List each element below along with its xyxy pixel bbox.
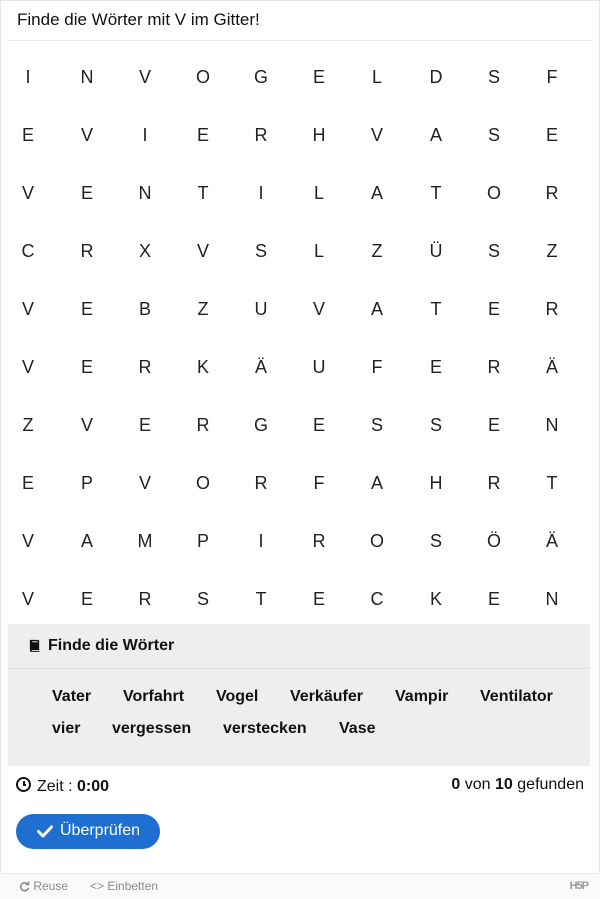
- word-list-item: Ventilator: [480, 688, 553, 705]
- grid-cell[interactable]: D: [429, 67, 443, 87]
- grid-row: [0, 453, 600, 511]
- grid-cell[interactable]: E: [80, 183, 93, 203]
- grid-cell[interactable]: E: [487, 299, 500, 319]
- word-list-header: [8, 624, 590, 669]
- grid-cell[interactable]: I: [258, 531, 264, 551]
- grid-cell[interactable]: R: [138, 589, 152, 609]
- grid-cell[interactable]: K: [196, 357, 209, 377]
- word-list-item: Vampir: [395, 688, 449, 705]
- grid-cell[interactable]: R: [312, 531, 326, 551]
- word-list-item: verstecken: [223, 720, 307, 737]
- grid-cell[interactable]: R: [487, 473, 501, 493]
- grid-cell[interactable]: I: [25, 67, 31, 87]
- grid-cell[interactable]: S: [254, 241, 267, 261]
- grid-cell[interactable]: A: [80, 531, 93, 551]
- grid-cell[interactable]: E: [138, 415, 151, 435]
- word-list-heading: Finde die Wörter: [48, 637, 175, 654]
- grid-cell[interactable]: Z: [546, 241, 558, 261]
- grid-cell[interactable]: O: [369, 531, 384, 551]
- grid-cell[interactable]: S: [487, 67, 500, 87]
- clock-icon: [16, 777, 31, 792]
- grid-cell[interactable]: H: [312, 125, 326, 145]
- grid-cell[interactable]: M: [137, 531, 153, 551]
- code-icon: <>: [90, 879, 105, 893]
- found-suffix: gefunden: [517, 776, 584, 793]
- embed-link[interactable]: [90, 879, 158, 893]
- grid-row: [0, 221, 600, 279]
- page-title: Finde die Wörter mit V im Gitter!: [17, 10, 260, 29]
- grid-cell[interactable]: U: [254, 299, 268, 319]
- found-count: 0: [451, 776, 461, 793]
- grid-cell[interactable]: G: [253, 67, 268, 87]
- grid-cell[interactable]: T: [255, 589, 267, 609]
- footer-bar: [0, 873, 600, 899]
- word-list-item: Vater: [52, 688, 92, 705]
- grid-cell[interactable]: Ä: [254, 357, 267, 377]
- grid-cell[interactable]: V: [138, 67, 151, 87]
- word-list-panel: [8, 624, 590, 766]
- grid-cell[interactable]: T: [197, 183, 209, 203]
- timer-value: 0:00: [77, 778, 110, 795]
- grid-cell[interactable]: Ä: [545, 531, 558, 551]
- grid-cell[interactable]: V: [138, 473, 151, 493]
- grid-cell[interactable]: R: [138, 357, 152, 377]
- title-divider: [8, 40, 592, 41]
- grid-cell[interactable]: G: [253, 415, 268, 435]
- grid-cell[interactable]: I: [142, 125, 148, 145]
- grid-cell[interactable]: E: [196, 125, 209, 145]
- grid-cell[interactable]: E: [545, 125, 558, 145]
- grid-cell[interactable]: H: [429, 473, 443, 493]
- grid-cell[interactable]: V: [80, 125, 93, 145]
- grid-cell[interactable]: E: [312, 589, 325, 609]
- reuse-label: Reuse: [33, 879, 69, 893]
- grid-cell[interactable]: E: [80, 589, 93, 609]
- grid-cell[interactable]: N: [545, 415, 559, 435]
- reuse-link[interactable]: [18, 879, 68, 893]
- grid-cell[interactable]: I: [258, 183, 264, 203]
- grid-cell[interactable]: Z: [22, 415, 34, 435]
- grid-cell[interactable]: Z: [371, 241, 383, 261]
- grid-cell[interactable]: Ü: [429, 241, 443, 261]
- embed-label: Einbetten: [107, 879, 159, 893]
- word-list-item: vier: [52, 720, 81, 737]
- grid-cell[interactable]: S: [370, 415, 383, 435]
- grid-cell[interactable]: R: [545, 183, 559, 203]
- grid-cell[interactable]: V: [312, 299, 325, 319]
- grid-cell[interactable]: R: [254, 473, 268, 493]
- checkmark-icon: [37, 824, 53, 838]
- grid-cell[interactable]: S: [487, 125, 500, 145]
- grid-cell[interactable]: O: [195, 67, 210, 87]
- grid-cell[interactable]: L: [313, 183, 324, 203]
- grid-cell[interactable]: Ä: [545, 357, 558, 377]
- grid-cell[interactable]: U: [312, 357, 326, 377]
- grid-cell[interactable]: E: [487, 589, 500, 609]
- word-list-item: Vorfahrt: [123, 688, 185, 705]
- grid-cell[interactable]: F: [371, 357, 383, 377]
- grid-cell[interactable]: E: [80, 357, 93, 377]
- word-list-item: Vase: [339, 720, 376, 737]
- grid-cell[interactable]: N: [80, 67, 94, 87]
- timer-label: Zeit :: [37, 778, 73, 795]
- grid-cell[interactable]: R: [545, 299, 559, 319]
- grid-cell[interactable]: S: [487, 241, 500, 261]
- found-separator: von: [464, 776, 491, 793]
- grid-row: [0, 511, 600, 569]
- grid-cell[interactable]: E: [80, 299, 93, 319]
- grid-cell[interactable]: C: [21, 241, 35, 261]
- grid-cell[interactable]: F: [313, 473, 325, 493]
- grid-cell[interactable]: F: [546, 67, 558, 87]
- grid-cell[interactable]: S: [429, 415, 442, 435]
- grid-cell[interactable]: R: [254, 125, 268, 145]
- grid-cell[interactable]: S: [196, 589, 209, 609]
- grid-row: [0, 337, 600, 395]
- grid-row: [0, 163, 600, 221]
- grid-cell[interactable]: R: [196, 415, 210, 435]
- grid-cell[interactable]: V: [21, 589, 34, 609]
- grid-cell[interactable]: E: [21, 473, 34, 493]
- grid-cell[interactable]: O: [195, 473, 210, 493]
- grid-cell[interactable]: T: [546, 473, 558, 493]
- grid-cell[interactable]: P: [196, 531, 209, 551]
- grid-row: [0, 279, 600, 337]
- word-list-item: vergessen: [112, 720, 192, 737]
- grid-cell[interactable]: T: [430, 183, 442, 203]
- grid-cell[interactable]: V: [21, 299, 34, 319]
- grid-cell[interactable]: E: [312, 67, 325, 87]
- book-icon: [28, 639, 41, 652]
- grid-cell[interactable]: Z: [197, 299, 209, 319]
- found-total: 10: [495, 776, 513, 793]
- grid-cell[interactable]: T: [430, 299, 442, 319]
- word-list-item: Vogel: [216, 688, 259, 705]
- grid-cell[interactable]: V: [370, 125, 383, 145]
- h5p-logo[interactable]: H5P: [569, 880, 588, 892]
- grid-cell[interactable]: N: [138, 183, 152, 203]
- grid-row: [0, 395, 600, 453]
- grid-cell[interactable]: E: [429, 357, 442, 377]
- grid-cell[interactable]: R: [80, 241, 94, 261]
- timer: [16, 776, 109, 796]
- letter-grid[interactable]: [0, 47, 600, 627]
- grid-cell[interactable]: X: [138, 241, 151, 261]
- grid-cell[interactable]: A: [370, 473, 383, 493]
- grid-cell[interactable]: S: [429, 531, 442, 551]
- grid-cell[interactable]: V: [21, 357, 34, 377]
- grid-cell[interactable]: B: [138, 299, 151, 319]
- grid-cell[interactable]: A: [370, 299, 383, 319]
- grid-cell[interactable]: L: [371, 67, 382, 87]
- grid-cell[interactable]: V: [80, 415, 93, 435]
- grid-cell[interactable]: N: [545, 589, 559, 609]
- grid-cell[interactable]: V: [21, 531, 34, 551]
- check-button[interactable]: [16, 814, 160, 849]
- grid-cell[interactable]: K: [429, 589, 442, 609]
- grid-cell[interactable]: V: [21, 183, 34, 203]
- grid-row: [0, 47, 600, 105]
- grid-row: [0, 105, 600, 163]
- grid-cell[interactable]: A: [429, 125, 442, 145]
- grid-cell[interactable]: V: [196, 241, 209, 261]
- grid-cell[interactable]: E: [312, 415, 325, 435]
- grid-cell[interactable]: P: [80, 473, 93, 493]
- found-counter: [451, 776, 584, 794]
- reuse-icon: [18, 880, 30, 892]
- word-list-item: Verkäufer: [290, 688, 363, 705]
- grid-cell[interactable]: L: [313, 241, 324, 261]
- grid-cell[interactable]: E: [21, 125, 34, 145]
- grid-cell[interactable]: E: [487, 415, 500, 435]
- grid-cell[interactable]: C: [370, 589, 384, 609]
- grid-cell[interactable]: R: [487, 357, 501, 377]
- grid-cell[interactable]: A: [370, 183, 383, 203]
- grid-cell[interactable]: O: [486, 183, 501, 203]
- grid-row: [0, 569, 600, 627]
- check-button-label: Überprüfen: [60, 822, 141, 839]
- grid-cell[interactable]: Ö: [486, 531, 501, 551]
